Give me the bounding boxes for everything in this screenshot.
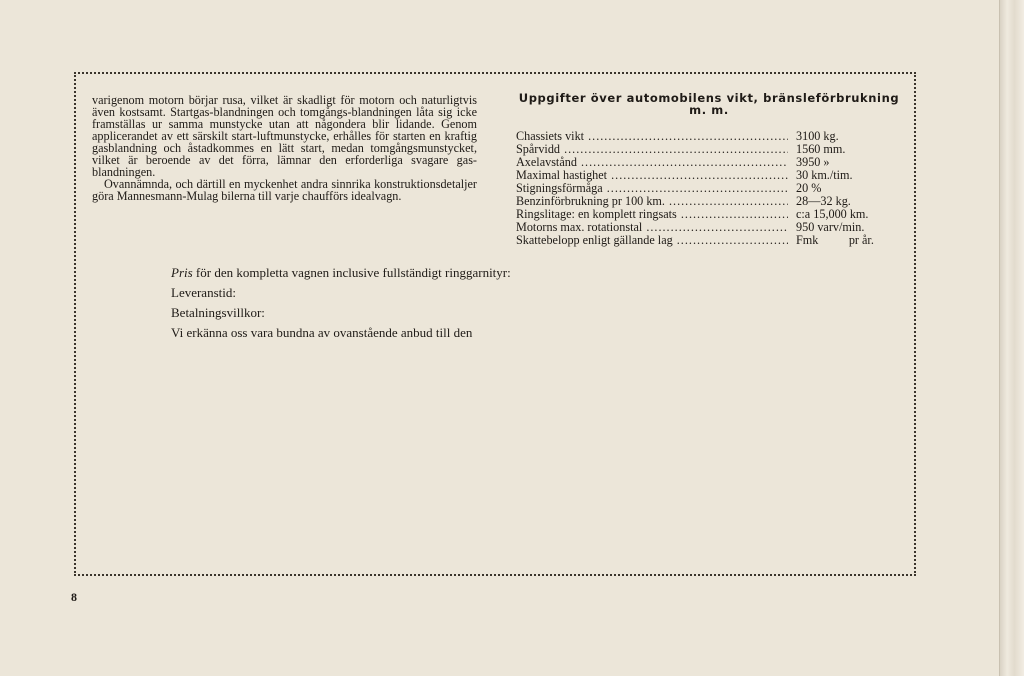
spec-label: Chassiets vikt ..... — [516, 130, 788, 143]
spec-value: 20 % — [796, 181, 822, 195]
spec-value: 950 varv/min. — [796, 220, 865, 234]
spec-value: 30 km./tim. — [796, 168, 853, 182]
delivery-line: Leveranstid: — [171, 285, 236, 300]
payment-line: Betalningsvillkor: — [171, 305, 265, 320]
body-paragraph-1: varigenom motorn börjar rusa, vilket är skadligt för motorn och naturligtvis även kostsamt. Startgas-blandningen och tomgångs-blandningen låta sig icke framställas ur samma munstycke utan att någondera blir lidande. Genom applicerandet av ett särskilt start-luftmunstycke, erhålles för starten en kraftig gasblandning och åstadkommes en lätt start, medan tomgångsmunstycket, vilket är beroende av det förra, lämnar den erforderliga svagare gas-blandningen. — [92, 93, 477, 179]
spec-label: Ringslitage: en komplett ringsats ..... — [516, 208, 788, 221]
spec-label: Stigningsförmåga ..... — [516, 182, 788, 195]
spec-row — [516, 234, 902, 247]
spec-label: Motorns max. rotationstal ..... — [516, 221, 788, 234]
spec-table-title: Uppgifter över automobilens vikt, bränsleförbrukning m. m. — [518, 91, 900, 117]
page-edge — [999, 0, 1024, 676]
spec-label: Axelavstånd ..... — [516, 156, 788, 169]
spec-label: Maximal hastighet ..... — [516, 169, 788, 182]
spec-value: 3100 kg. — [796, 129, 839, 143]
spec-row — [516, 143, 902, 156]
spec-label: Spårvidd ..... — [516, 143, 788, 156]
page-number: 8 — [71, 590, 77, 604]
spec-value: Fmk pr år. — [796, 233, 874, 247]
price-emphasis: Pris — [171, 265, 193, 280]
spec-label: Skattebelopp enligt gällande lag ..... — [516, 234, 788, 247]
spec-row — [516, 169, 902, 182]
spec-value: 28—32 kg. — [796, 194, 851, 208]
spec-table — [516, 92, 902, 247]
body-text-column — [92, 94, 477, 202]
body-paragraph-2: Ovannämnda, och därtill en myckenhet andra sinnrika konstruktionsdetaljer göra Mannesmann-Mulag bilerna till varje chaufförs idealvagn. — [92, 177, 477, 203]
price-line — [171, 266, 511, 286]
spec-value: 1560 mm. — [796, 142, 846, 156]
spec-value: c:a 15,000 km. — [796, 207, 869, 221]
offer-section — [171, 266, 511, 346]
price-text: för den kompletta vagnen inclusive fullständigt ringgarnityr: — [192, 265, 511, 280]
spec-value: 3950 » — [796, 155, 830, 169]
spec-label: Benzinförbrukning pr 100 km. ..... — [516, 195, 788, 208]
commitment-line: Vi erkänna oss vara bundna av ovanstående anbud till den — [171, 325, 473, 340]
